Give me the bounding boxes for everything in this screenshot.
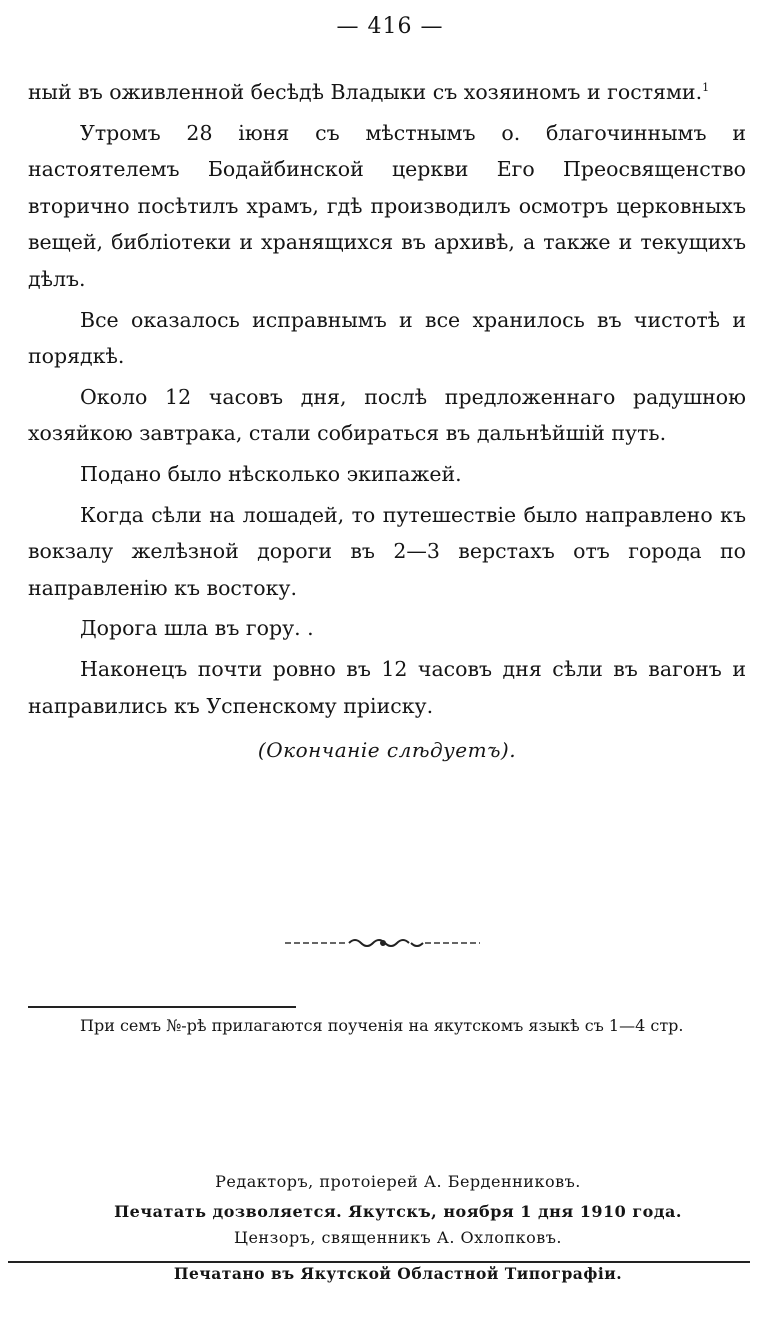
ornament-divider-icon (285, 936, 480, 950)
article-body (28, 74, 746, 769)
paragraph: Дорога шла въ гору. . (80, 616, 314, 641)
footnote-rule (28, 1006, 296, 1008)
printer-line: Печатано въ Якутской Областной Типографіи. (173, 1264, 623, 1283)
footnote-marker: 1 (702, 81, 710, 95)
paragraph-text: ный въ оживленной бесѣдѣ Владыки съ хозяиномъ и гостями. (28, 80, 703, 104)
footnote: При семъ №-рѣ прилагаются поученія на якутскомъ языкѣ съ 1—4 стр. (80, 1016, 684, 1035)
paragraph: Подано было нѣсколько экипажей. (80, 461, 462, 486)
paragraph-continuation (28, 74, 746, 111)
paragraph: Все оказалось исправнымъ и все хранилось въ чистотѣ и порядкѣ. (28, 307, 746, 369)
imprint-rule (8, 1261, 750, 1263)
page-number: — 416 — (336, 14, 444, 39)
print-permission-line: Печатать дозволяется. Якутскъ, ноября 1 дня 1910 года. (114, 1202, 682, 1221)
paragraph: Наконецъ почти ровно въ 12 часовъ дня сѣли въ вагонъ и направились къ Успенскому пріиску. (28, 656, 746, 718)
paragraph: Утромъ 28 іюня съ мѣстнымъ о. благочиннымъ и настоятелемъ Бодайбинской церкви Его Преосвященство вторично посѣтилъ храмъ, гдѣ производилъ осмотръ церковныхъ вещей, библіотеки и хранящихся въ архивѣ, а также и текущихъ дѣлъ. (28, 120, 746, 291)
censor-line: Цензоръ, священникъ А. Охлопковъ. (234, 1228, 562, 1247)
editor-line: Редакторъ, протоіерей А. Берденниковъ. (215, 1172, 581, 1191)
continuation-note: (Окончаніе слѣдуетъ). (257, 738, 517, 763)
paragraph: Когда сѣли на лошадей, то путешествіе было направлено къ вокзалу желѣзной дороги въ 2—3 верстахъ отъ города по направленію къ востоку. (28, 502, 746, 600)
paragraph: Около 12 часовъ дня, послѣ предложеннаго радушною хозяйкою завтрака, стали собираться въ дальнѣйшій путь. (28, 384, 746, 446)
